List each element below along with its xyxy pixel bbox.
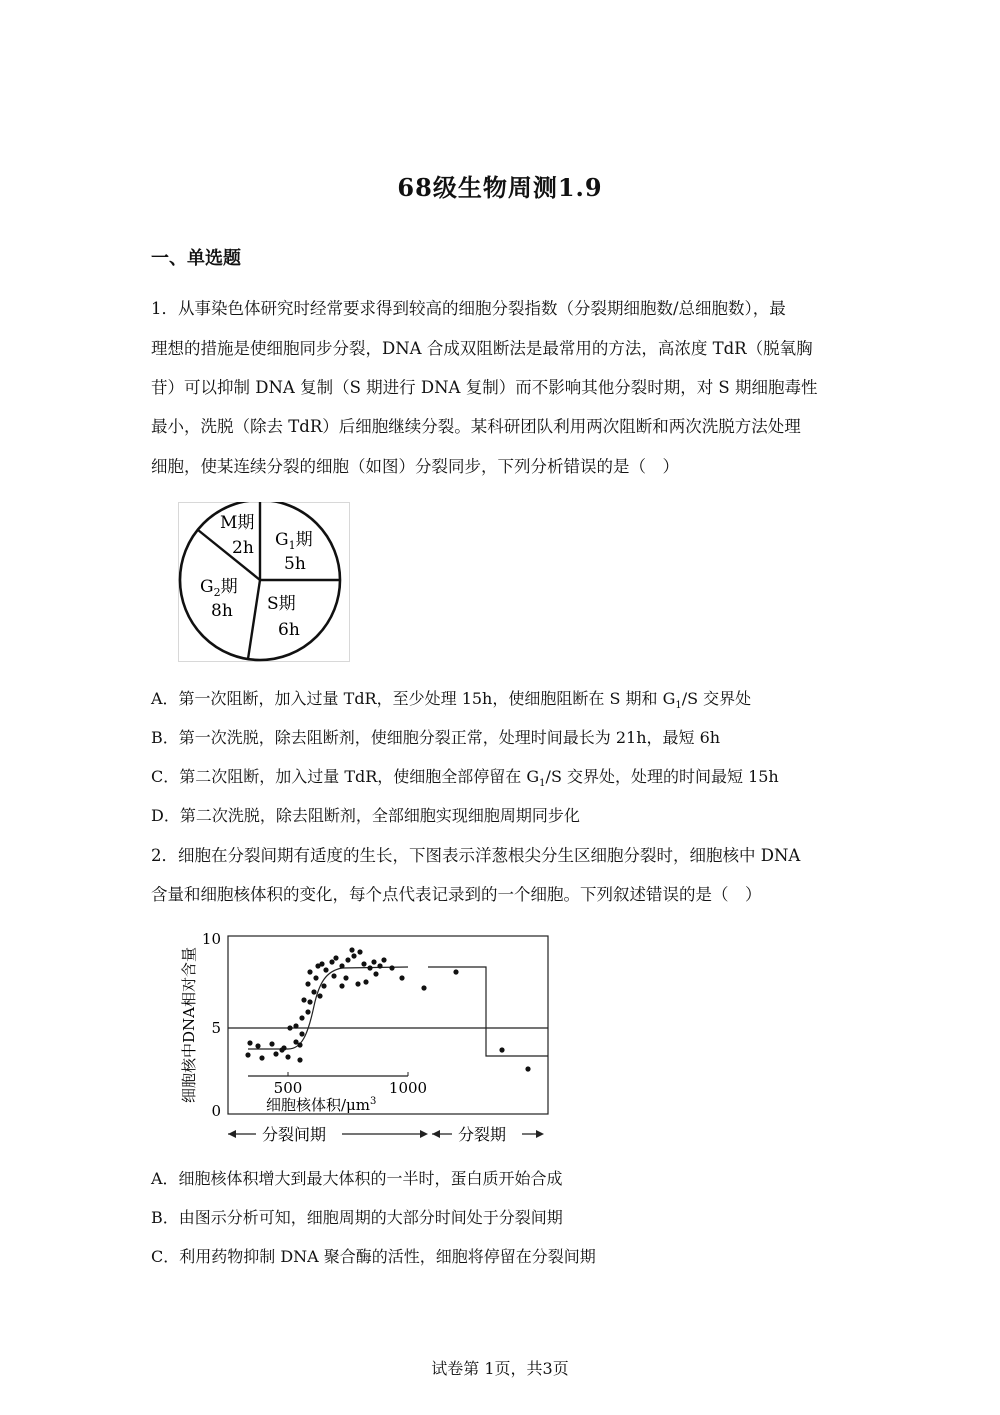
page-title: 68级生物周测1.9 [397, 173, 603, 202]
data-point [331, 973, 336, 978]
data-point [305, 981, 310, 986]
mitosis-phase-label: 分裂期 [458, 1125, 507, 1144]
data-point [305, 1009, 310, 1014]
q1-option-b: B．第一次洗脱，除去阻断剂，使细胞分裂正常，处理时间最长为 21h，最短 6h [151, 728, 721, 747]
data-point [339, 983, 344, 988]
data-point [247, 1040, 252, 1045]
data-point [307, 969, 312, 974]
data-point [307, 999, 312, 1004]
data-point [339, 963, 344, 968]
data-point [297, 1042, 302, 1047]
page-footer: 试卷第 1页，共3页 [431, 1359, 569, 1378]
data-point [351, 953, 356, 958]
q1-option-c: C．第二次阻断，加入过量 TdR，使细胞全部停留在 $G_1/S$ 交界处，处理的时间最短 15h [151, 767, 779, 790]
q1-line-4: 最小，洗脱（除去 TdR）后细胞继续分裂。某科研团队利用两次阻断和两次洗脱方法处理 [151, 417, 801, 436]
q2-option-a: A．细胞核体积增大到最大体积的一半时，蛋白质开始合成 [151, 1169, 563, 1188]
q1-option-d: D．第二次洗脱，除去阻断剂，全部细胞实现细胞周期同步化 [151, 806, 580, 825]
phase-arrows [228, 1125, 544, 1144]
data-point [319, 961, 324, 966]
data-point [285, 1054, 290, 1059]
data-point [389, 965, 394, 970]
data-point [421, 985, 426, 990]
q1-line-5: 细胞，使某连续分裂的细胞（如图）分裂同步，下列分析错误的是（ ） [151, 457, 679, 476]
mitosis-step-line [428, 967, 548, 1056]
data-point [287, 1025, 292, 1030]
x-axis-label: 细胞核体积$/\mu m^3$ [266, 1096, 377, 1114]
data-point [279, 1047, 284, 1052]
q2-line-1: 2．细胞在分裂间期有适度的生长，下图表示洋葱根尖分生区细胞分裂时，细胞核中 DNA [151, 846, 801, 865]
g2-phase-label: $G_2$期 [200, 577, 238, 599]
data-point [371, 959, 376, 964]
data-points [245, 947, 530, 1071]
x-tick-1000: 1000 [388, 1079, 428, 1097]
data-point [345, 957, 350, 962]
m-phase-label: M期 [220, 513, 255, 533]
data-point [273, 1051, 278, 1056]
q1-option-a: A．第一次阻断，加入过量 TdR，至少处理 15h，使细胞阻断在 S 期和 $G_1/S$ 交界处 [151, 689, 752, 712]
data-point [245, 1052, 250, 1057]
g1-phase-time: 5h [284, 554, 306, 574]
q1-line-1: 1．从事染色体研究时经常要求得到较高的细胞分裂指数（分裂期细胞数/总细胞数），最 [151, 299, 786, 318]
cell-cycle-figure [178, 502, 350, 662]
data-point [255, 1043, 260, 1048]
data-point [525, 1066, 530, 1071]
g2-phase-time: 8h [211, 601, 233, 621]
m-phase-time: 2h [232, 538, 254, 558]
data-point [259, 1055, 264, 1060]
data-point [297, 1057, 302, 1062]
data-point [499, 1047, 504, 1052]
data-point [311, 989, 316, 994]
dna-volume-chart [176, 926, 556, 1148]
data-point [349, 947, 354, 952]
data-point [299, 1031, 304, 1036]
data-point [361, 961, 366, 966]
data-point [321, 983, 326, 988]
data-point [373, 971, 378, 976]
section-heading: 一、单选题 [151, 248, 241, 269]
data-point [453, 969, 458, 974]
data-point [317, 993, 322, 998]
growth-curve [248, 967, 408, 1049]
g1-phase-label: $G_1$期 [275, 530, 313, 552]
y-tick-5: 5 [211, 1019, 221, 1037]
data-point [323, 967, 328, 972]
data-point [357, 949, 362, 954]
data-point [329, 959, 334, 964]
interphase-label: 分裂间期 [262, 1125, 327, 1144]
y-tick-0: 0 [211, 1102, 221, 1120]
y-tick-10: 10 [201, 930, 221, 948]
data-point [313, 975, 318, 980]
data-point [367, 965, 372, 970]
q2-option-c: C．利用药物抑制 DNA 聚合酶的活性，细胞将停留在分裂间期 [151, 1247, 596, 1266]
data-point [399, 975, 404, 980]
q1-line-2: 理想的措施是使细胞同步分裂，DNA 合成双阻断法是最常用的方法，高浓度 TdR（脱氧胸 [151, 339, 813, 358]
data-point [377, 963, 382, 968]
s-phase-label: S期 [267, 594, 296, 614]
data-point [333, 955, 338, 960]
data-point [269, 1041, 274, 1046]
data-point [363, 979, 368, 984]
s-phase-time: 6h [278, 620, 300, 640]
data-point [355, 981, 360, 986]
y-axis-label: 细胞核中DNA相对含量 [180, 947, 198, 1103]
q2-line-2: 含量和细胞核体积的变化，每个点代表记录到的一个细胞。下列叙述错误的是（ ） [151, 885, 762, 904]
data-point [301, 997, 306, 1002]
x-tick-500: 500 [273, 1079, 303, 1097]
data-point [381, 957, 386, 962]
q1-line-3: 苷）可以抑制 DNA 复制（S 期进行 DNA 复制）而不影响其他分裂时期，对 S 期细胞毒性 [151, 378, 818, 397]
q2-option-b: B．由图示分析可知，细胞周期的大部分时间处于分裂间期 [151, 1208, 563, 1227]
data-point [299, 1015, 304, 1020]
data-point [343, 975, 348, 980]
data-point [293, 1023, 298, 1028]
